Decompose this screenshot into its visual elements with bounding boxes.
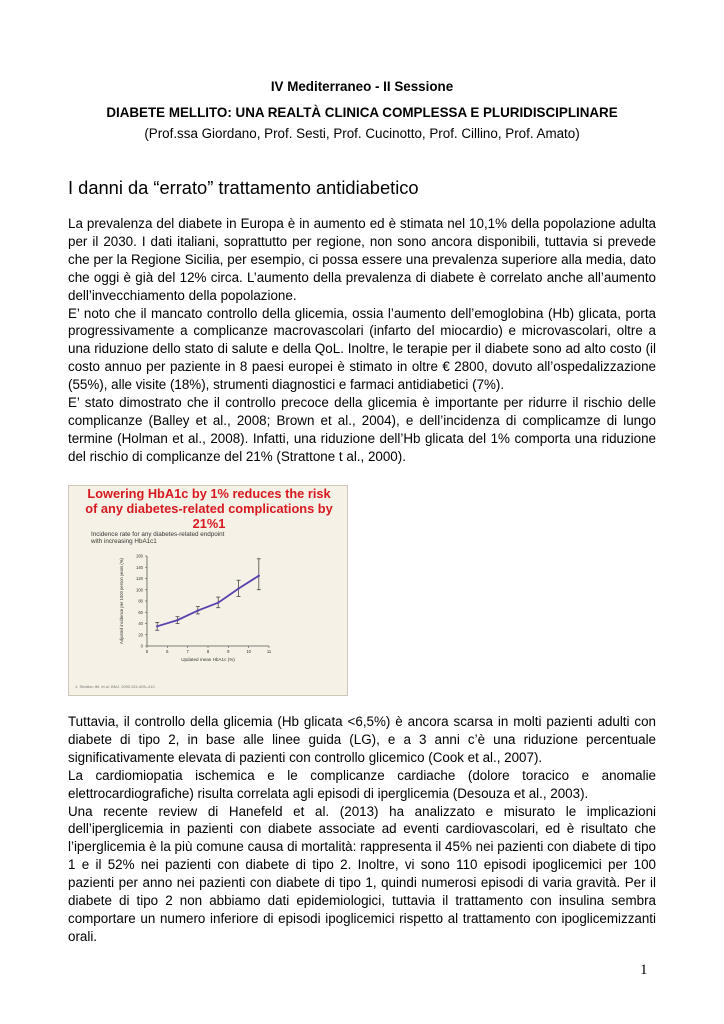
x-tick-label: 11 — [266, 649, 272, 654]
data-point — [176, 619, 178, 621]
y-tick-label: 60 — [138, 609, 143, 615]
figure-subtitle-line: with increasing HbA1c1 — [91, 538, 157, 546]
figure-subtitle-line: Incidence rate for any diabetes-related endpoint — [91, 531, 225, 538]
figure-title-line: of any diabetes-related complications by — [85, 501, 333, 516]
hba1c-figure — [68, 485, 348, 696]
figure-title-line: Lowering HbA1c by 1% reduces the risk — [87, 486, 331, 501]
x-tick-label: 7 — [186, 649, 189, 654]
y-tick-label: 140 — [136, 564, 143, 570]
body-text-bottom — [68, 713, 656, 946]
y-tick-label: 80 — [138, 598, 143, 604]
body-text-top — [68, 215, 656, 466]
paragraph: Una recente review di Hanefeld et al. (2013) ha analizzato e misurato le implicazioni dell’iperglicemia in pazienti con diabete associate ad eventi cardiovascolari, ed è risultato che l’iperglicemia è la più comune causa di mortalità: rappresenta il 45% nei pazienti con diabete di tipo 1 e il 52% nei pazienti con diabete di tipo 2. Inoltre, vi sono 110 episodi ipoglicemici per 100 pazienti per anno nei pazienti con diabete di tipo 1, quindi numerosi episodi di varia gravità. Per il diabete di tipo 2 non abbiamo dati epidemiologici, tuttavia il trattamento con insulina sembra comportare un numero inferiore di episodi ipoglicemici rispetto al trattamento con ipoglicemizzanti orali. — [68, 803, 656, 944]
y-tick-label: 40 — [138, 621, 143, 626]
y-axis-label: Adjusted incidence per 1000 person years (%) — [119, 558, 124, 644]
y-tick-label: 100 — [136, 587, 143, 593]
x-tick-label: 5 — [145, 649, 149, 654]
figure-title-line: 21%1 — [192, 516, 226, 531]
session-title: IV Mediterraneo - II Sessione — [270, 79, 454, 94]
y-tick-label: 120 — [136, 576, 143, 581]
data-point — [237, 588, 239, 590]
y-tick-label: 160 — [136, 553, 143, 559]
page-number: 1 — [640, 962, 648, 978]
figure-source: 1. Stratton IM, et al. BMJ. 2000;321:405–412. — [75, 684, 156, 689]
chart-svg — [69, 486, 348, 696]
paragraph: E’ stato dimostrato che il controllo precoce della glicemia è importante per ridurre il rischio delle complicanze (Balley et al., 2008; Brown et al., 2004), e dell’incidenza di complicamze di lungo termine (Holman et al., 2008). Infatti, una riduzione dell’Hb glicata del 1% comporta una riduzione del rischio di complicanze del 21% (Strattone t al., 2000). — [68, 395, 656, 464]
data-point — [217, 602, 219, 604]
y-tick-label: 0 — [140, 643, 143, 649]
x-tick-label: 9 — [227, 649, 230, 654]
paragraph: La cardiomiopatia ischemica e le complicanze cardiache (dolore toracico e anomalie elettrocardiografiche) risulta correlata agli episodi di iperglicemia (Desouza et al., 2003). — [68, 767, 656, 801]
session-subtitle: DIABETE MELLITO: UNA REALTÀ CLINICA COMPLESSA E PLURIDISCIPLINARE — [106, 105, 618, 120]
series-line — [157, 576, 259, 627]
data-point — [258, 575, 260, 577]
data-point — [197, 609, 199, 611]
x-tick-label: 8 — [206, 649, 210, 654]
x-axis-label: Updated mean HbA1c (%) — [181, 657, 235, 662]
paragraph: Tuttavia, il controllo della glicemia (Hb glicata <6,5%) è ancora scarsa in molti pazienti adulti con diabete di tipo 2, in base alle linee guida (LG), e a 3 anni c’è una riduzione percentuale significativamente elevata di pazienti con controllo glicemico (Cook et al., 2007). — [68, 714, 656, 765]
x-tick-label: 6 — [166, 649, 169, 654]
paragraph: E’ noto che il mancato controllo della glicemia, ossia l’aumento dell’emoglobina (Hb) glicata, porta progressivamente a complicanze macrovascolari (infarto del miocardio) e microvascolari, oltre a una riduzione dello stato di salute e della QoL. Inoltre, le terapie per il diabete sono ad alto costo (il costo annuo per paziente in 8 paesi europei è stimato in oltre € 2800, dovuto all’ospedalizzazione (55%), alle visite (18%), strumenti diagnostici e farmaci antidiabetici (7%). — [68, 305, 656, 393]
x-tick-label: 10 — [246, 649, 252, 654]
section-title: I danni da “errato” trattamento antidiabetico — [68, 177, 419, 198]
data-point — [156, 625, 158, 627]
paragraph: La prevalenza del diabete in Europa è in aumento ed è stimata nel 10,1% della popolazione adulta per il 2030. I dati italiani, soprattutto per regione, non sono ancora disponibili, tuttavia si prevede che per la Regione Sicilia, per esempio, ci possa essere una prevalenza superiore alla media, dato che oggi è già del 12% circa. L’aumento della prevalenza di diabete è correlato anche all’aumento dell’invecchiamento della popolazione. — [68, 216, 656, 303]
y-tick-label: 20 — [138, 632, 143, 638]
speakers-line: (Prof.ssa Giordano, Prof. Sesti, Prof. Cucinotto, Prof. Cillino, Prof. Amato) — [144, 126, 580, 141]
